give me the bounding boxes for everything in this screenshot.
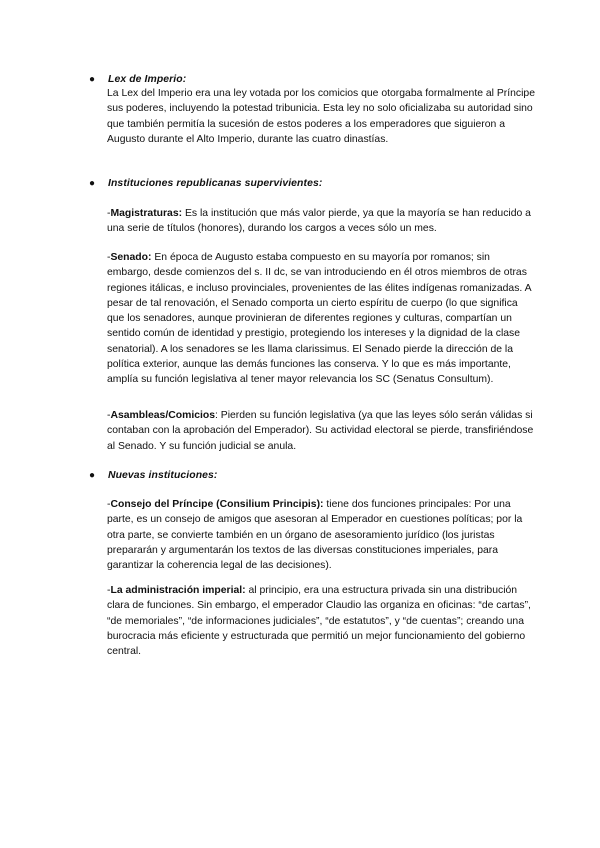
paragraph-lead: Consejo del Príncipe (Consilium Principis): [110, 499, 324, 510]
paragraph-consejo-del-principe [107, 497, 535, 573]
section-title: Instituciones republicanas supervivientes: [108, 178, 323, 189]
paragraph-text: Es la institución que más valor pierde, ya que la mayoría se han reducido a una serie de títulos (honores), durando los cargos a veces sólo un mes. [107, 208, 531, 235]
paragraph-prefix: - [107, 585, 111, 596]
paragraph-lead: La administración imperial: [110, 585, 246, 596]
paragraph-prefix: - [107, 252, 111, 263]
bullet-icon: ● [89, 74, 96, 85]
section-title: Lex de Imperio: [108, 74, 187, 85]
paragraph-text: La Lex del Imperio era una ley votada por los comicios que otorgaba formalmente al Príncipe sus poderes, incluyendo la potestad tribunicia. Esta ley no solo oficializaba su autoridad sino que también permitía la sucesión de estos poderes a los emperadores que siguieron a Augusto durante el Alto Imperio, durante las cuatro dinastías. [107, 88, 535, 145]
paragraph-lex-de-imperio [107, 86, 535, 147]
paragraph-text: En época de Augusto estaba compuesto en su mayoría por romanos; sin embargo, desde comienzos del s. II dc, se van introduciendo en él otros miembros de otras regiones itálicas, e incluso provinciales, provenientes de las élites indígenas romanizadas. A pesar de tal renovación, el Senado comporta un cierto espíritu de cuerpo (lo que significa que los senadores, aunque provinieran de diferentes regiones y culturas, compartían un sentido común de identidad y prestigio, protegiendo los intereses y la dignidad de la clase senatorial). A los senadores se les llama clarissimus. El Senado pierde la dirección de la política exterior, aunque las demás funciones las conserva. Y lo que es más importante, amplía su función legislativa al tener mayor relevancia los SC (Senatus Consultum). [107, 252, 531, 386]
paragraph-text: tiene dos funciones principales: Por una parte, es un consejo de amigos que asesoran al Emperador en cuestiones políticas; por la otra parte, se convierte también en un órgano de asesoramiento jurídico (los juristas prepararán y argumentarán los textos de las diversas constituciones imperiales, para garantizar la coherencia legal de las decisiones). [107, 499, 523, 572]
paragraph-lead: Magistraturas: [110, 208, 183, 219]
paragraph-text: al principio, era una estructura privada sin una distribución clara de funciones. Sin embargo, el emperador Claudio las organiza en oficinas: “de cartas”, “de memoriales”, “de informaciones judiciales”, “de estatutos”, y “de cuentas”; creando una burocracia más eficiente y estructurada que permitió un mejor funcionamiento del gobierno central. [107, 585, 531, 658]
paragraph-administracion-imperial [107, 583, 535, 659]
bullet-icon: ● [89, 178, 96, 189]
paragraph-prefix: - [107, 499, 111, 510]
paragraph-prefix: - [107, 410, 111, 421]
paragraph-magistraturas [107, 206, 535, 237]
section-title: Nuevas instituciones: [108, 470, 218, 481]
paragraph-asambleas-comicios [107, 408, 535, 454]
paragraph-text: : Pierden su función legislativa (ya que las leyes sólo serán válidas si contaban con la aprobación del Emperador). Su actividad electoral se pierde, transfiriéndose al Senado. Y su función judicial se anula. [107, 410, 534, 452]
bullet-icon: ● [89, 470, 96, 481]
paragraph-senado [107, 250, 535, 388]
paragraph-lead: Senado: [110, 252, 152, 263]
paragraph-lead: Asambleas/Comicios [110, 410, 215, 421]
paragraph-prefix: - [107, 208, 111, 219]
